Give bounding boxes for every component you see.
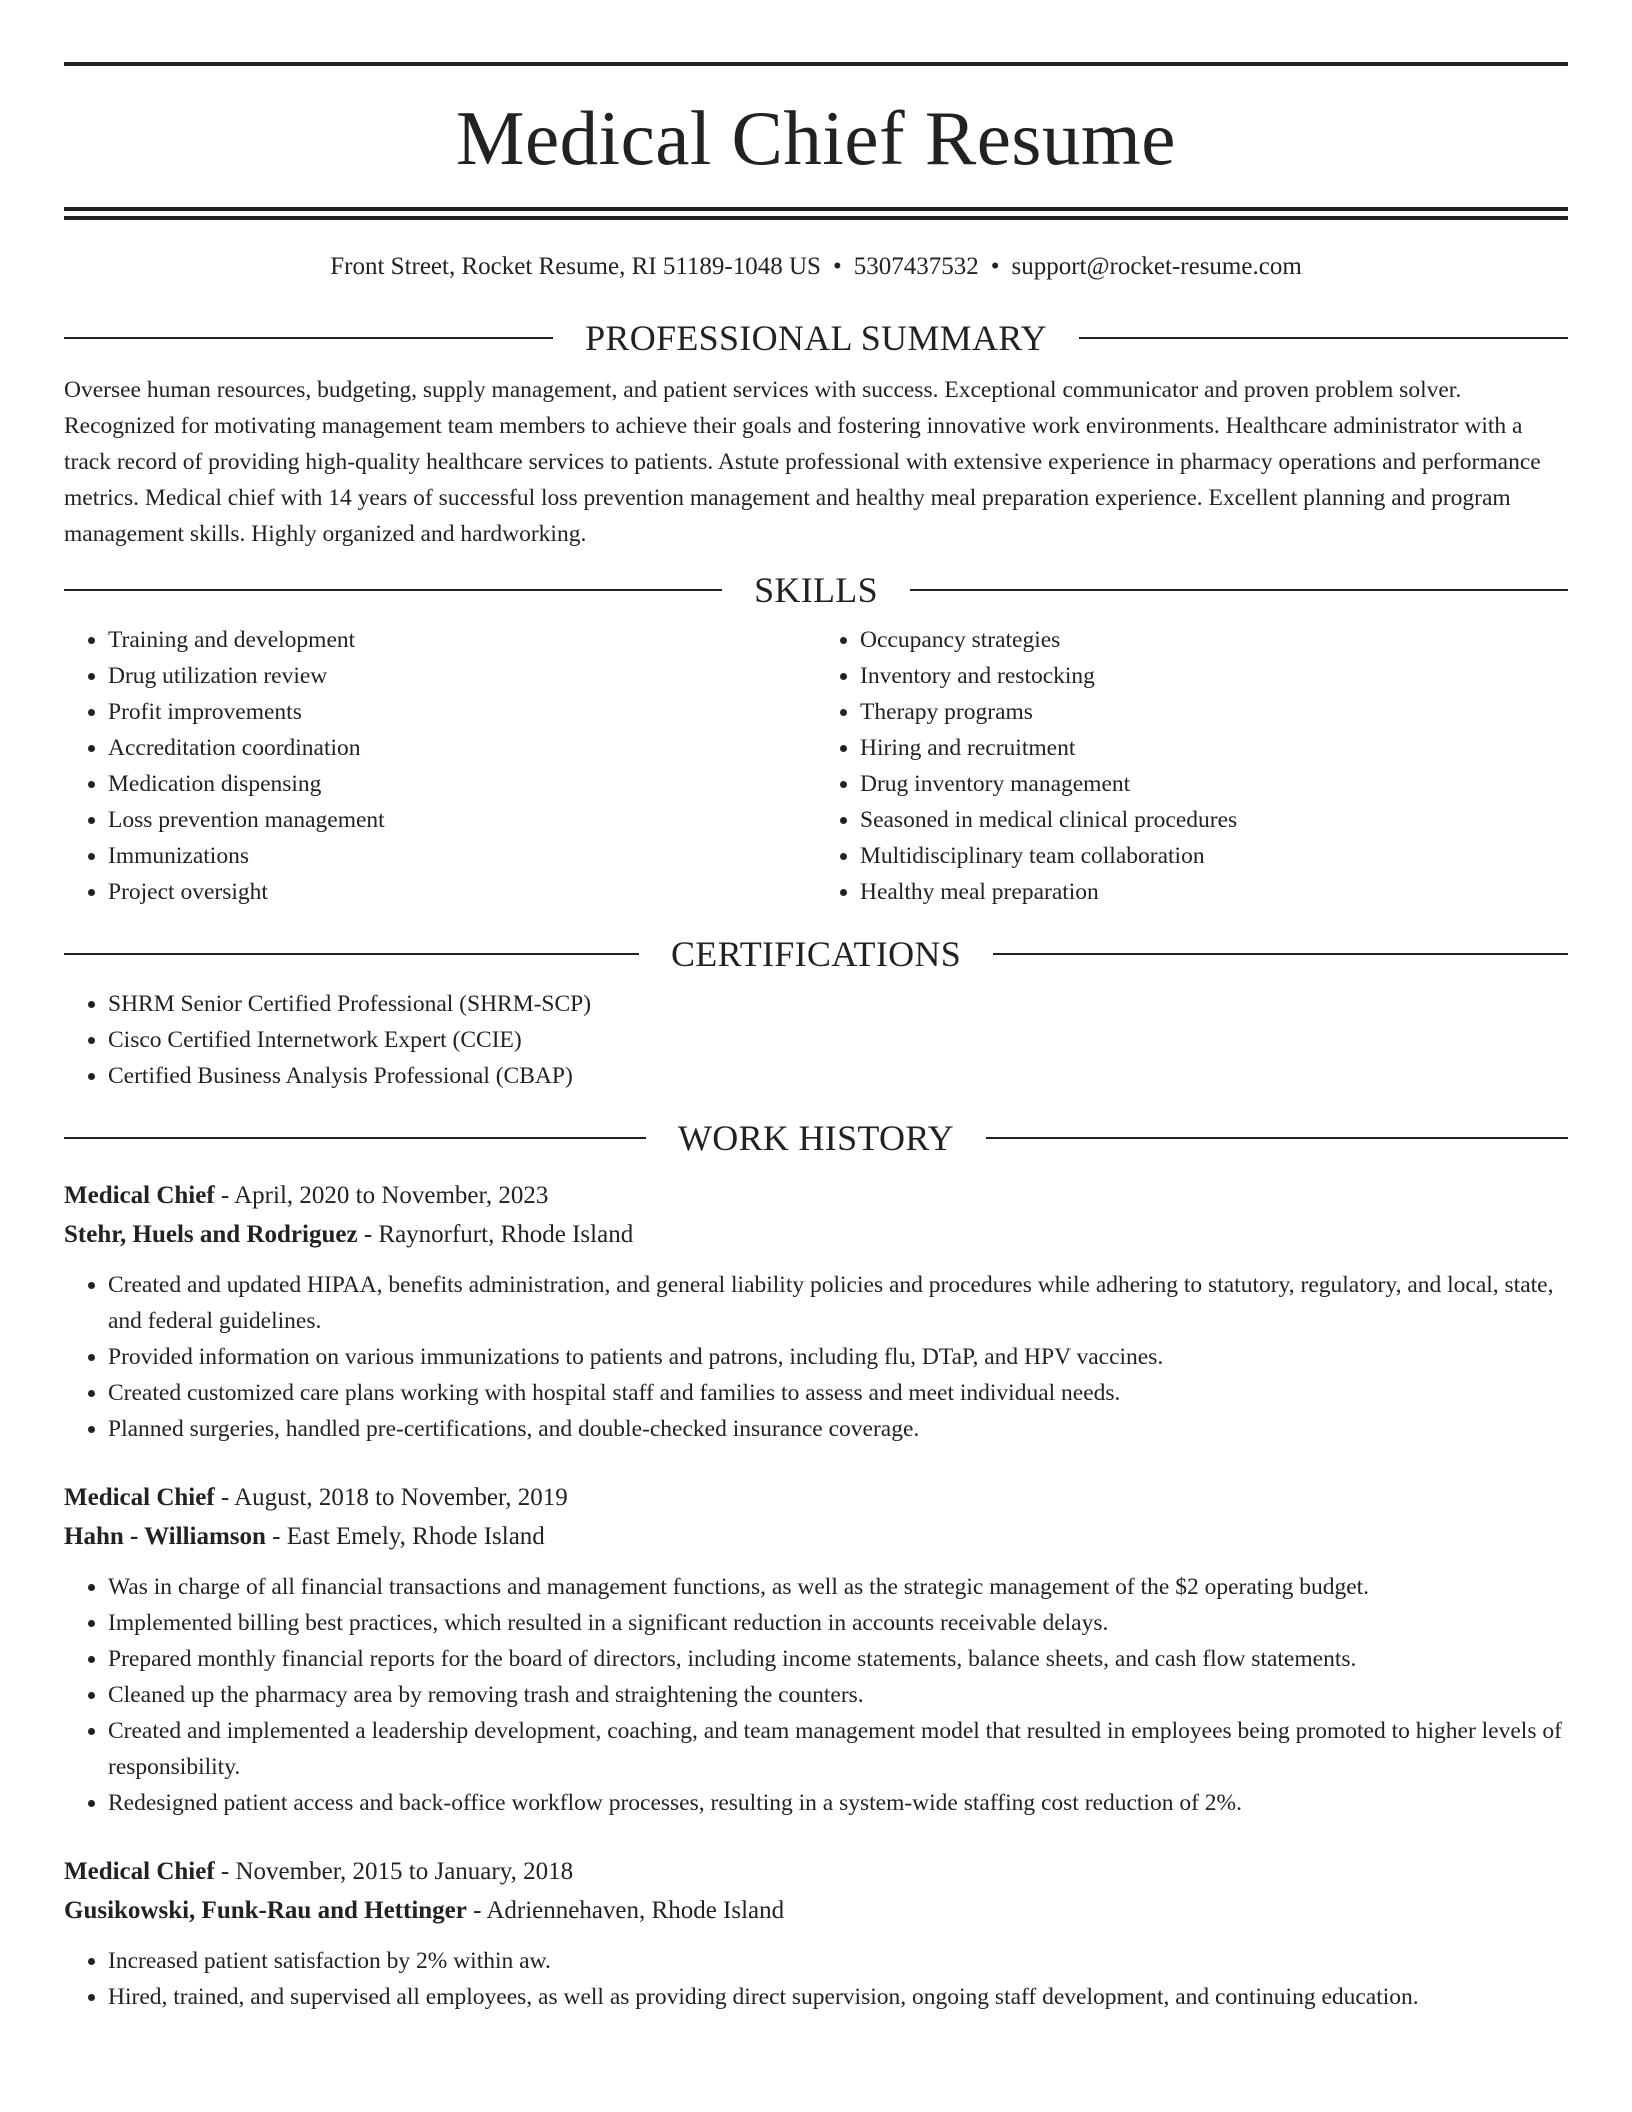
heading-rule-right: [986, 1137, 1568, 1139]
company-name: Hahn - Williamson: [64, 1523, 266, 1550]
certification-item: • Cisco Certified Internetwork Expert (CCIE): [108, 1022, 1568, 1058]
contact-phone: 5307437532: [853, 253, 979, 280]
job-bullet: • Created and updated HIPAA, benefits administration, and general liability policies and procedures while adhering to statutory, regulatory, and local, state, and federal guidelines.: [108, 1267, 1568, 1339]
section-title: WORK HISTORY: [678, 1118, 954, 1158]
job-dates: - August, 2018 to November, 2019: [214, 1484, 568, 1511]
certification-item: • Certified Business Analysis Professional (CBAP): [108, 1058, 1568, 1094]
company-line: [64, 1891, 1568, 1930]
title-double-rule: [64, 207, 1568, 220]
skills-list-left: [64, 622, 816, 910]
company-line: [64, 1215, 1568, 1254]
job-bullet: • Redesigned patient access and back-office workflow processes, resulting in a system-wide staffing cost reduction of 2%.: [108, 1785, 1568, 1821]
job-entry: [64, 1852, 1568, 2015]
skill-item: • Medication dispensing: [108, 766, 816, 802]
skill-item: • Project oversight: [108, 874, 816, 910]
job-entry: [64, 1478, 1568, 1821]
heading-rule-left: [64, 337, 553, 339]
skills-section-heading: [64, 572, 1568, 608]
skill-item: • Accreditation coordination: [108, 730, 816, 766]
heading-rule-left: [64, 589, 722, 591]
skill-item: • Multidisciplinary team collaboration: [860, 838, 1568, 874]
resume-title: Medical Chief Resume: [456, 95, 1176, 181]
top-rule: [64, 62, 1568, 66]
job-bullet: • Was in charge of all financial transactions and management functions, as well as the strategic management of the $2 operating budget.: [108, 1569, 1568, 1605]
skills-list-right: [816, 622, 1568, 910]
skill-item: • Seasoned in medical clinical procedures: [860, 802, 1568, 838]
contact-line: [64, 252, 1568, 282]
job-bullets: [64, 1569, 1568, 1821]
job-bullet: • Provided information on various immunizations to patients and patrons, including flu, DTaP, and HPV vaccines.: [108, 1339, 1568, 1375]
skill-item: • Training and development: [108, 622, 816, 658]
job-bullet: • Cleaned up the pharmacy area by removing trash and straightening the counters.: [108, 1677, 1568, 1713]
section-title: SKILLS: [754, 570, 878, 610]
skills-columns: [64, 622, 1568, 910]
job-title-line: [64, 1176, 1568, 1215]
contact-separator: •: [990, 253, 1000, 280]
skill-item: • Drug inventory management: [860, 766, 1568, 802]
heading-rule-right: [993, 953, 1568, 955]
job-bullets: [64, 1267, 1568, 1447]
contact-separator: •: [832, 253, 842, 280]
job-title: Medical Chief: [64, 1484, 215, 1511]
job-bullet: • Hired, trained, and supervised all employees, as well as providing direct supervision, ongoing staff development, and continuing education.: [108, 1979, 1568, 2015]
heading-rule-right: [1079, 337, 1568, 339]
section-title: CERTIFICATIONS: [670, 934, 962, 974]
job-dates: - November, 2015 to January, 2018: [214, 1858, 574, 1885]
skill-item: • Profit improvements: [108, 694, 816, 730]
job-location: - Raynorfurt, Rhode Island: [357, 1221, 634, 1248]
certification-item: • SHRM Senior Certified Professional (SHRM-SCP): [108, 986, 1568, 1022]
company-name: Gusikowski, Funk-Rau and Hettinger: [64, 1897, 467, 1924]
certifications-section-heading: [64, 936, 1568, 972]
skill-item: • Loss prevention management: [108, 802, 816, 838]
skill-item: • Healthy meal preparation: [860, 874, 1568, 910]
company-name: Stehr, Huels and Rodriguez: [64, 1221, 358, 1248]
skill-item: • Occupancy strategies: [860, 622, 1568, 658]
job-entry: [64, 1176, 1568, 1447]
contact-email: support@rocket-resume.com: [1011, 253, 1302, 280]
job-title: Medical Chief: [64, 1858, 215, 1885]
section-title: PROFESSIONAL SUMMARY: [585, 318, 1047, 358]
job-title-line: [64, 1478, 1568, 1517]
job-bullets: [64, 1943, 1568, 2015]
heading-rule-left: [64, 1137, 646, 1139]
job-bullet: • Increased patient satisfaction by 2% within aw.: [108, 1943, 1568, 1979]
skill-item: • Hiring and recruitment: [860, 730, 1568, 766]
job-bullet: • Created and implemented a leadership development, coaching, and team management model that resulted in employees being promoted to higher levels of responsibility.: [108, 1713, 1568, 1785]
heading-rule-left: [64, 953, 639, 955]
heading-rule-right: [910, 589, 1568, 591]
job-location: - Adriennehaven, Rhode Island: [466, 1897, 785, 1924]
certifications-list: [64, 986, 1568, 1094]
job-dates: - April, 2020 to November, 2023: [214, 1182, 549, 1209]
job-bullet: • Implemented billing best practices, which resulted in a significant reduction in accounts receivable delays.: [108, 1605, 1568, 1641]
summary-section-heading: [64, 320, 1568, 356]
job-bullet: • Prepared monthly financial reports for the board of directors, including income statements, balance sheets, and cash flow statements.: [108, 1641, 1568, 1677]
contact-address: Front Street, Rocket Resume, RI 51189-1048 US: [330, 253, 821, 280]
job-bullet: • Created customized care plans working with hospital staff and families to assess and meet individual needs.: [108, 1375, 1568, 1411]
job-title-line: [64, 1852, 1568, 1891]
job-title: Medical Chief: [64, 1182, 215, 1209]
skill-item: • Immunizations: [108, 838, 816, 874]
professional-summary-text: Oversee human resources, budgeting, supply management, and patient services with success. Exceptional communicator and proven problem solver. Recognized for motivating management team members to achieve their goals and fostering innovative work environments. Healthcare administrator with a track record of providing high-quality healthcare services to patients. Astute professional with extensive experience in pharmacy operations and performance metrics. Medical chief with 14 years of successful loss prevention management and healthy meal preparation experience. Excellent planning and program management skills. Highly organized and hardworking.: [64, 377, 1541, 547]
work-history-section-heading: [64, 1120, 1568, 1156]
skill-item: • Drug utilization review: [108, 658, 816, 694]
job-bullet: • Planned surgeries, handled pre-certifications, and double-checked insurance coverage.: [108, 1411, 1568, 1447]
resume-page: [64, 62, 1568, 2015]
skill-item: • Inventory and restocking: [860, 658, 1568, 694]
skill-item: • Therapy programs: [860, 694, 1568, 730]
company-line: [64, 1517, 1568, 1556]
job-location: - East Emely, Rhode Island: [265, 1523, 545, 1550]
